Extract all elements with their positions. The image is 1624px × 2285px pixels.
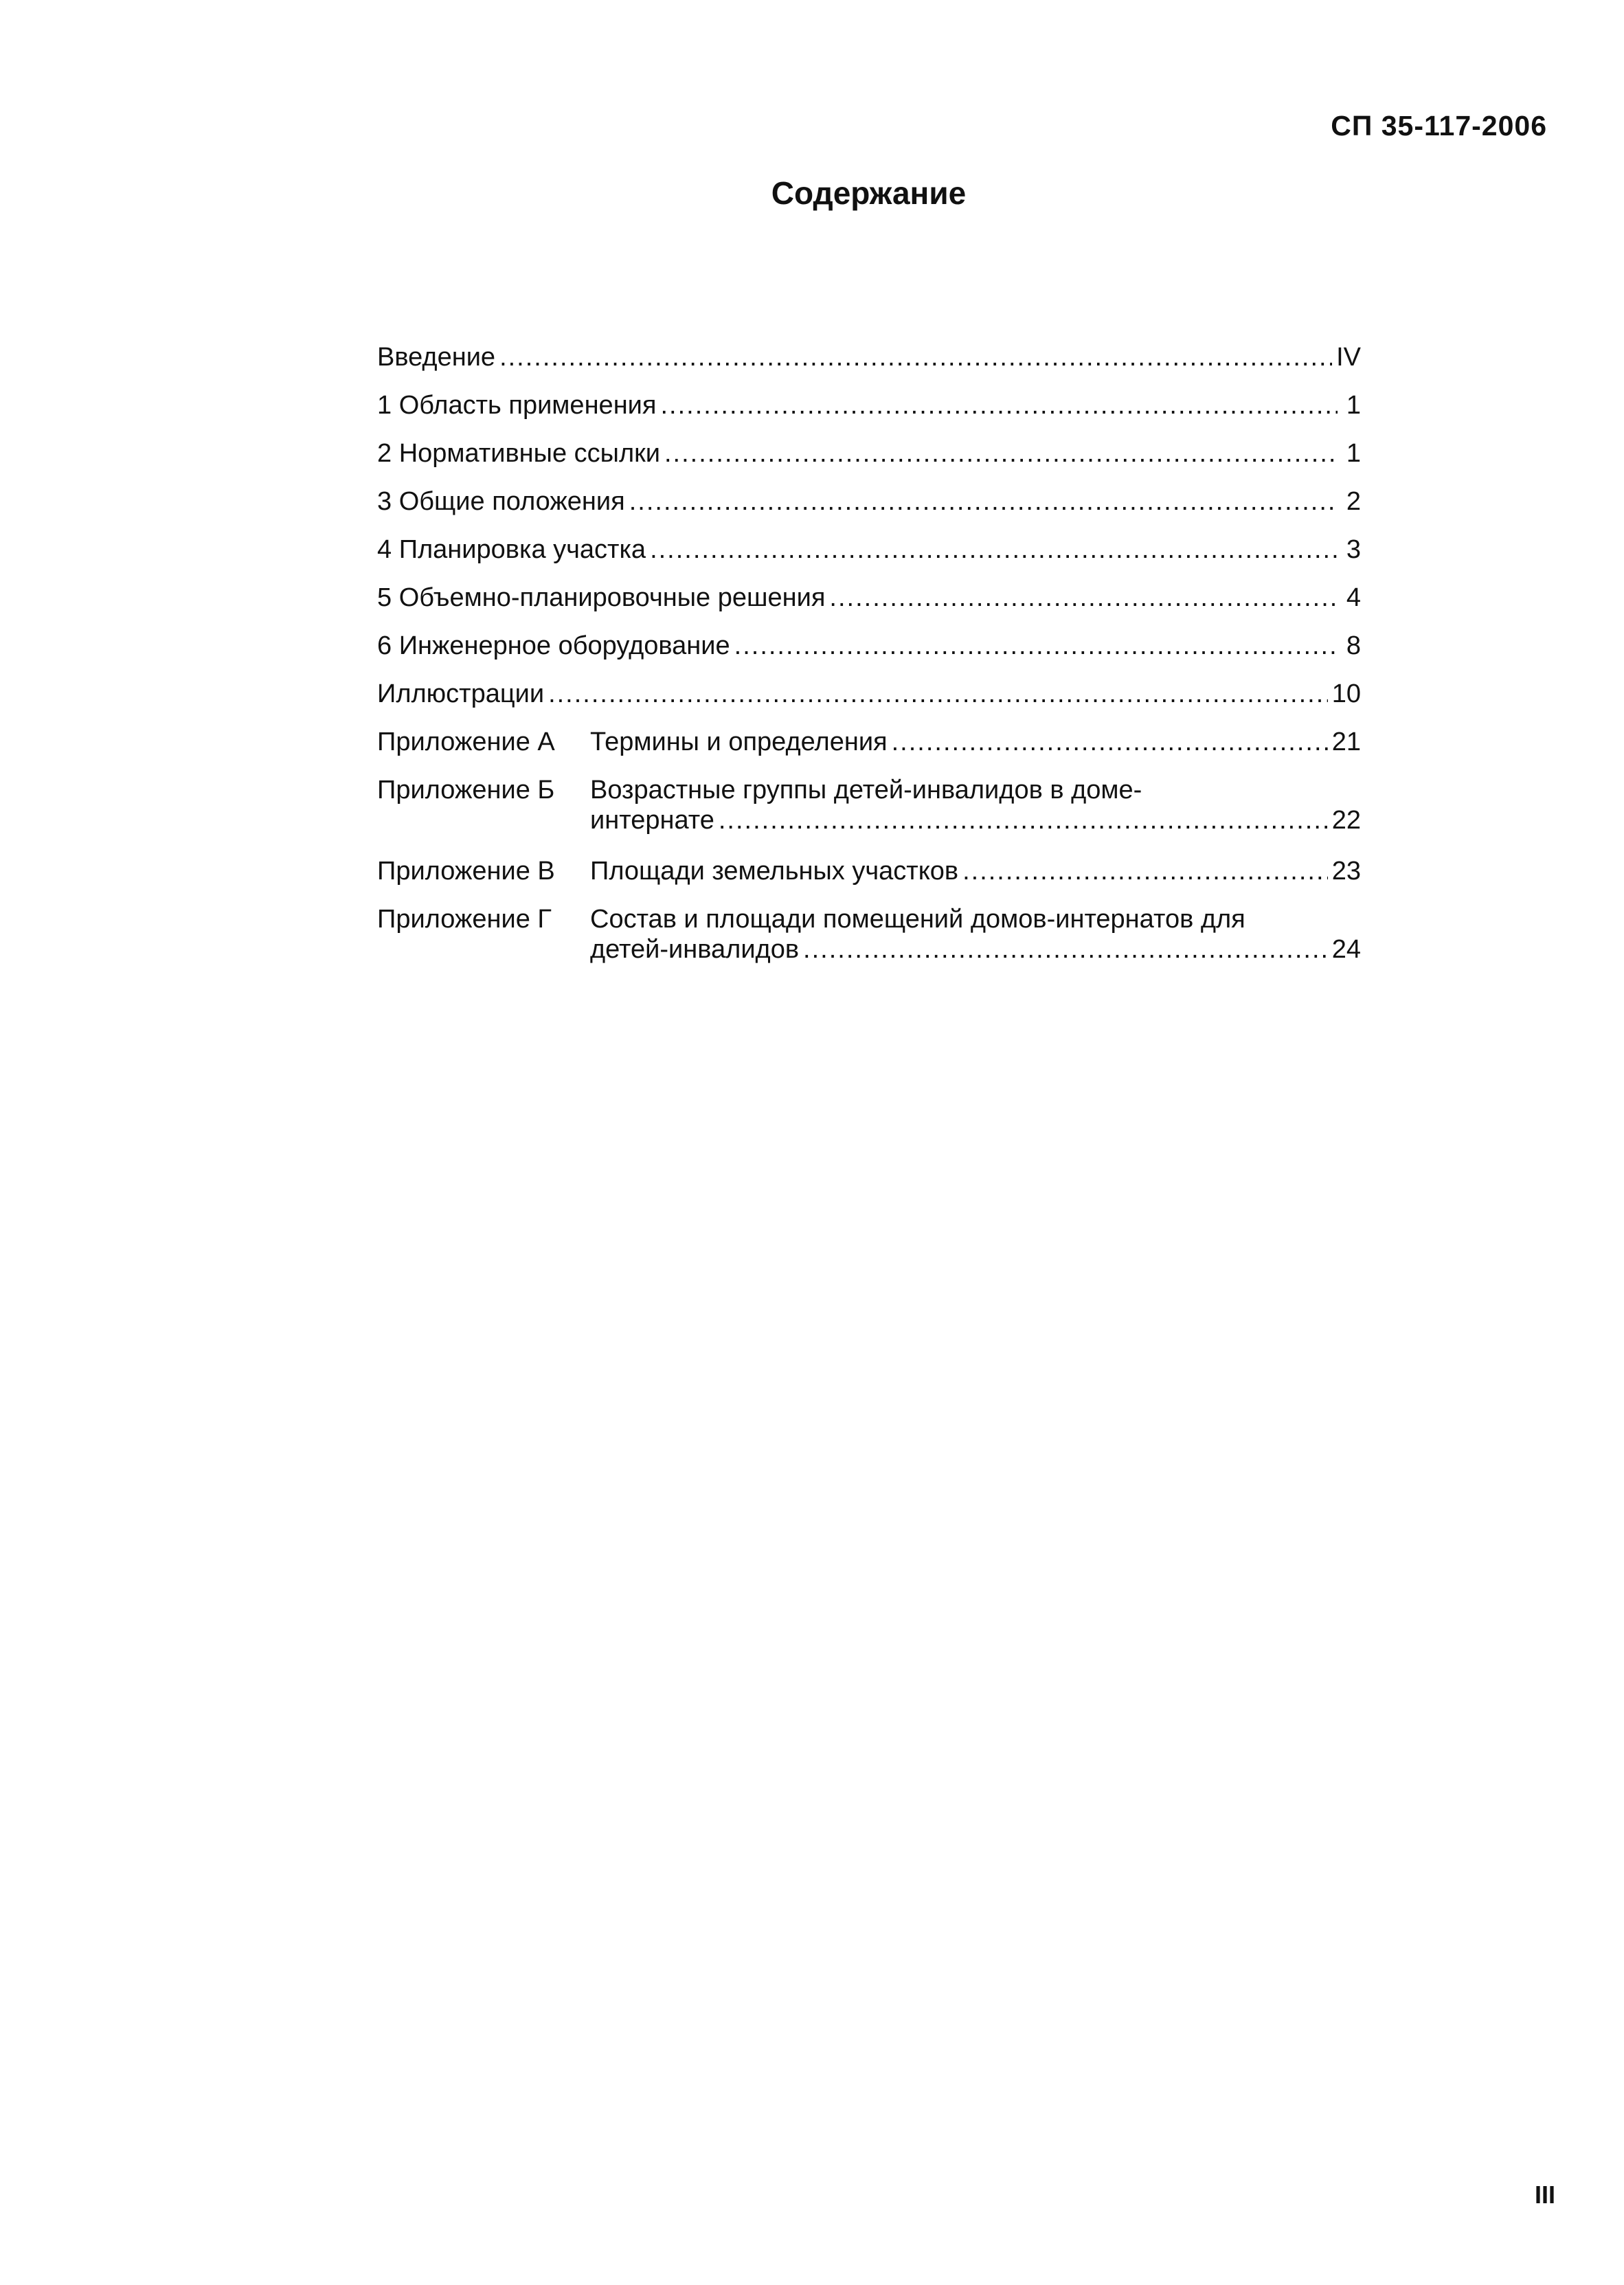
dot-leader [719,805,1328,835]
toc-page: 23 [1331,857,1361,886]
toc-page: 24 [1331,935,1361,964]
toc-label: 1 Область применения [377,391,657,420]
dot-leader [548,679,1328,709]
toc-entry-section-5[interactable] [377,583,1361,613]
dot-leader [660,390,1338,420]
dot-leader [829,583,1338,613]
toc-page: 1 [1346,439,1361,468]
toc-label: Иллюстрации [377,679,545,708]
toc-page: 1 [1346,391,1361,420]
table-of-contents [377,342,1361,985]
toc-label: Площади земельных участков [590,857,959,886]
toc-entry-introduction[interactable] [377,342,1361,372]
dot-leader [962,856,1328,886]
toc-page: 4 [1346,583,1361,612]
appendix-prefix: Приложение Б [377,776,555,804]
toc-label: Термины и определения [590,728,888,756]
toc-label: 2 Нормативные ссылки [377,439,660,468]
document-code: СП 35-117-2006 [1331,110,1547,142]
toc-entry-section-6[interactable] [377,631,1361,661]
toc-entry-section-2[interactable] [377,438,1361,469]
toc-entry-illustrations[interactable] [377,679,1361,709]
toc-entry-section-1[interactable] [377,390,1361,420]
toc-page: 22 [1331,806,1361,835]
toc-page: 21 [1331,728,1361,756]
toc-label-line-2: интернате [590,806,714,835]
toc-label: 6 Инженерное оборудование [377,631,730,660]
toc-page: 10 [1331,679,1361,708]
dot-leader [499,342,1332,372]
toc-entry-appendix-a[interactable] [377,727,1361,757]
dot-leader [650,534,1338,565]
toc-label: Введение [377,343,496,372]
toc-entry-section-3[interactable] [377,486,1361,517]
dot-leader [734,631,1338,661]
toc-page: 3 [1346,535,1361,564]
toc-label-line-2: детей-инвалидов [590,935,800,964]
page-title: Содержание [771,175,967,211]
toc-page: IV [1336,343,1361,372]
toc-entry-section-4[interactable] [377,534,1361,565]
toc-page: 8 [1346,631,1361,660]
dot-leader [803,934,1328,965]
toc-label: 4 Планировка участка [377,535,646,564]
toc-entry-appendix-b[interactable] [377,775,1361,835]
toc-entry-appendix-g[interactable] [377,904,1361,965]
page-number: III [1534,2181,1555,2209]
toc-entry-appendix-v[interactable] [377,856,1361,886]
toc-label-line-1: Состав и площади помещений домов-интернатов для [590,905,1245,934]
toc-label: 3 Общие положения [377,487,625,516]
appendix-prefix: Приложение А [377,728,555,756]
appendix-prefix: Приложение В [377,857,555,886]
dot-leader [892,727,1328,757]
appendix-prefix: Приложение Г [377,905,552,934]
toc-label: 5 Объемно-планировочные решения [377,583,826,612]
toc-page: 2 [1346,487,1361,516]
dot-leader [664,438,1338,469]
dot-leader [629,486,1338,517]
toc-label-line-1: Возрастные группы детей-инвалидов в доме- [590,776,1142,804]
